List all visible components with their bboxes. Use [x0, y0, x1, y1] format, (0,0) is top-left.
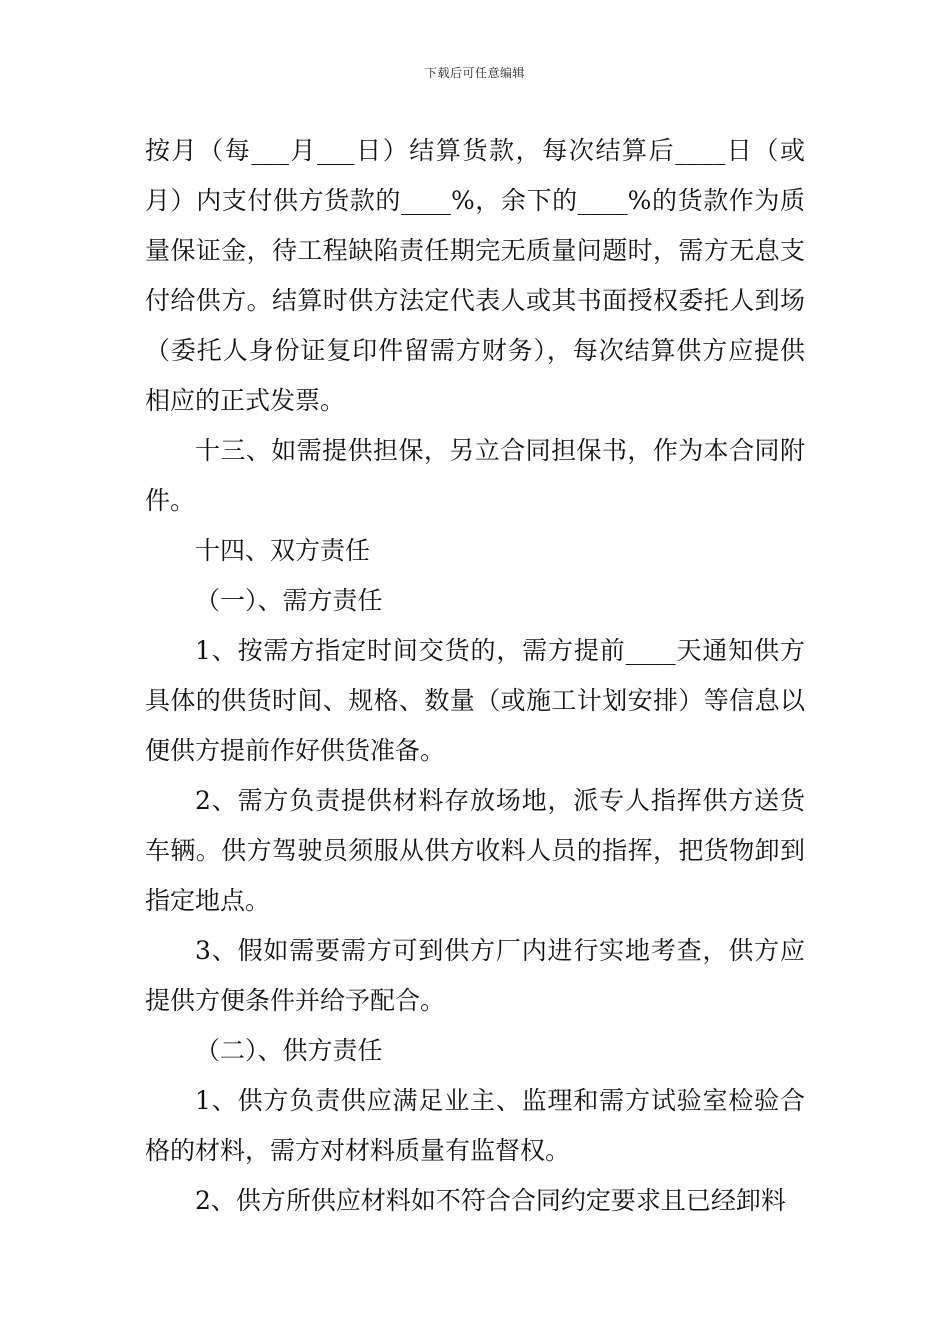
paragraph-clause-13: 十三、如需提供担保，另立合同担保书，作为本合同附件。 [145, 436, 805, 515]
paragraph-buyer-item-3: 3、假如需要需方可到供方厂内进行实地考查，供方应提供方便条件并给予配合。 [145, 936, 805, 1015]
paragraph-supplier-item-2: 2、供方所供应材料如不符合合同约定要求且已经卸料 [195, 1186, 786, 1215]
heading-clause-14: 十四、双方责任 [195, 536, 371, 565]
document-body [145, 126, 805, 1226]
heading-buyer-responsibility: （一）、需方责任 [195, 586, 383, 615]
page-header: 下载后可任意编辑 [424, 66, 525, 80]
paragraph-supplier-item-1: 1、供方负责供应满足业主、监理和需方试验室检验合格的材料，需方对材料质量有监督权。 [145, 1086, 805, 1165]
paragraph-buyer-item-1: 1、按需方指定时间交货的，需方提前____天通知供方具体的供货时间、规格、数量（或施工计划安排）等信息以便供方提前作好供货准备。 [145, 636, 805, 765]
paragraph-buyer-item-2: 2、需方负责提供材料存放场地，派专人指挥供方送货车辆。供方驾驶员须服从供方收料人员的指挥，把货物卸到指定地点。 [145, 786, 805, 915]
paragraph-settlement: 按月（每___月___日）结算货款，每次结算后____日（或月）内支付供方货款的____%，余下的____%的货款作为质量保证金，待工程缺陷责任期完无质量问题时，需方无息支付给供方。结算时供方法定代表人或其书面授权委托人到场（委托人身份证复印件留需方财务），每次结算供方应提供相应的正式发票。 [145, 136, 805, 415]
heading-supplier-responsibility: （二）、供方责任 [195, 1036, 383, 1065]
